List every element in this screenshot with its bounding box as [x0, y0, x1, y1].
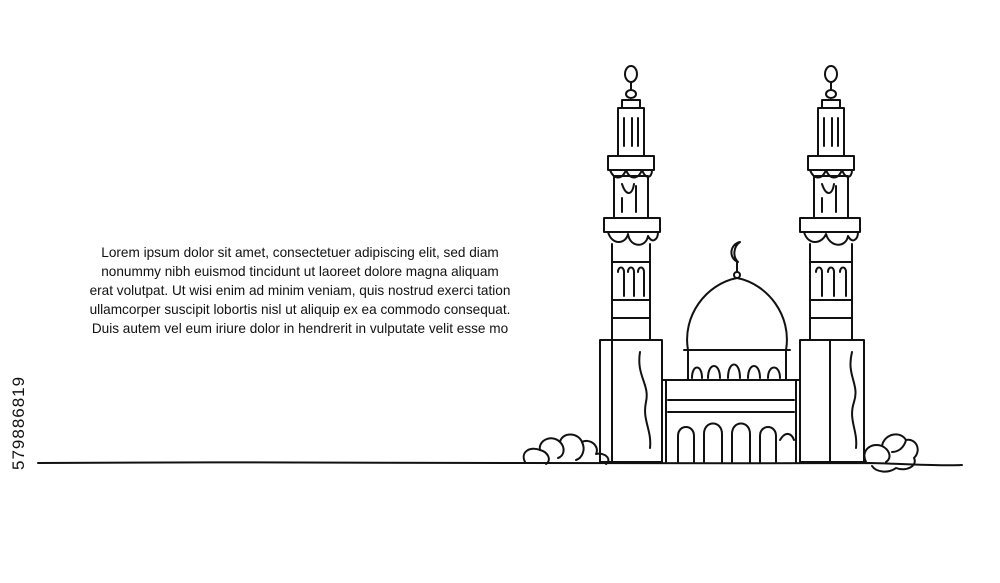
caption-line-4: ullamcorper suscipit lobortis nisl ut aliquip ex ea commodo consequat.: [89, 302, 511, 317]
mosque-dome-icon: [684, 242, 790, 380]
caption-line-2: nonummy nibh euismod tincidunt ut laoreet dolore magna aliquam: [101, 264, 499, 279]
left-minaret-icon: [600, 66, 662, 462]
right-bush-icon: [864, 434, 917, 471]
mosque-hall-icon: [662, 380, 800, 462]
caption-line-5: Duis autem vel eum iriure dolor in hendrerit in vulputate velit esse mo: [91, 321, 509, 336]
left-bush-icon: [524, 435, 609, 465]
stock-id-label: 579886819: [9, 375, 28, 470]
caption-line-1: Lorem ipsum dolor sit amet, consectetuer adipiscing elit, sed diam: [101, 245, 499, 260]
right-minaret-icon: [800, 66, 864, 462]
caption-line-3: erat volutpat. Ut wisi enim ad minim veniam, quis nostrud exerci tation: [89, 283, 511, 298]
